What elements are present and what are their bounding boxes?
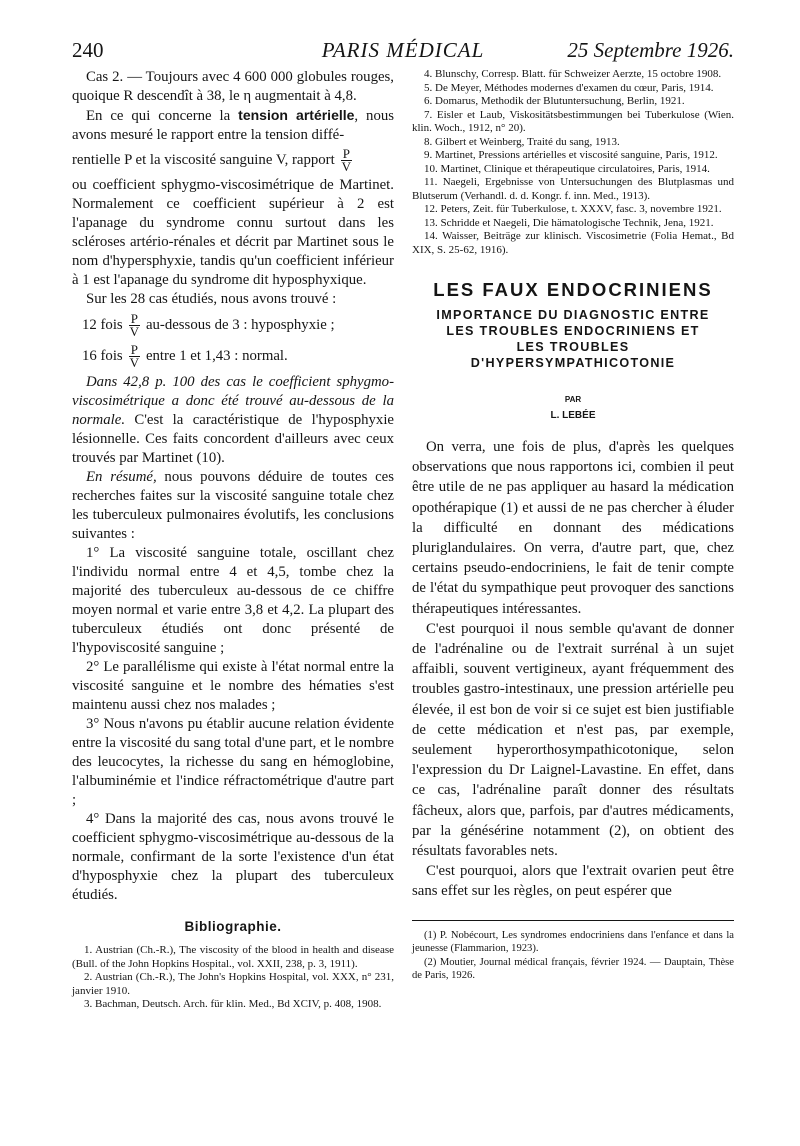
article-author: L. LEBÉE <box>550 410 596 421</box>
result-row-1: 12 fois $\frac{P}{V}$ au-dessous de 3 : hyposphyxie ; <box>82 311 335 339</box>
tension-paragraph: En ce qui concerne la tension artérielle, nous avons mesuré le rapport entre la tension diffé- <box>72 107 394 143</box>
article-paragraph: On verra, une fois de plus, d'après les quelques observations que nous rapportons ici, combien il peut être utile de ne pas appliquer au hasard la médication opothérapique (1) et aussi de ne pas chercher à éluder la difficulté en donnant des médications pluriglandulaires. On verra, d'autre part, que, chez certains pseudo-endocriniens, le fait de tenir compte de l'état du sympathique peut provoquer des sanctions thérapeutiques intéressantes. <box>412 439 734 617</box>
conclusion-3: 3° Nous n'avons pu établir aucune relation évidente entre la viscosité du sang total d'une part, et le nombre des leucocytes, la richesse du sang en hémoglobine, l'albuminémie et l'indice réfractométrique d'autre part ; <box>72 716 394 808</box>
conclusion-1: 1° La viscosité sanguine totale, oscillant chez l'individu normal entre 4 et 4,5, tombe chez la majorité des tuberculeux au-dessous de ce chiffre moyen normal et varie entre 3,8 et 4,2. La plupart des tuberculeux étudiés ont donc présenté de l'hypoviscosité sanguine ; <box>72 545 394 656</box>
cases-intro: Sur les 28 cas étudiés, nous avons trouvé : <box>86 291 337 307</box>
footnote-2: (2) Moutier, Journal médical français, février 1924. — Dauptain, Thèse de Paris, 1926. <box>412 956 734 982</box>
page-number: 240 <box>72 38 104 62</box>
bibliography-item: 9. Martinet, Pressions artérielles et viscosité sanguine, Paris, 1912. <box>424 149 718 161</box>
bibliography-item: 3. Bachman, Deutsch. Arch. für klin. Med., Bd XCIV, p. 408, 1908. <box>84 998 382 1010</box>
ratio-line: rentielle P et la viscosité sanguine V, rapport $\frac{P}{V}$ <box>72 146 352 174</box>
page-header <box>72 38 734 70</box>
bibliography-item: 2. Austrian (Ch.-R.), The John's Hopkins Hospital, vol. XXX, n° 231, janvier 1910. <box>72 971 394 997</box>
result-row-2: 16 fois $\frac{P}{V}$ entre 1 et 1,43 : normal. <box>82 342 288 370</box>
footnote-divider <box>412 920 734 921</box>
article-paragraph: C'est pourquoi il nous semble qu'avant de donner de l'adrénaline ou de l'extrait surrénal à un sujet affaibli, souvent vertigineux, ayant fréquemment des troubles gastro-intestinaux, une pression artérielle peu élevée, il est bon de voir si ce sujet est bien justifiable de cette médication et n'est pas, par exemple, seulement hyperorthosympathicotonique, selon l'expression du Dr Laignel-Lavastine. En effet, dans ce cas, l'adrénaline paraît donner des résultats fâcheux, alors que, parfois, par d'autres médicaments, par la génésérine notamment (2), on obtient des résultats favorables nets. <box>412 620 734 860</box>
ratio-fraction: $\frac{P}{V}$ <box>341 146 352 174</box>
article-title: LES FAUX ENDOCRINIENS <box>433 279 713 300</box>
bibliography-item: 4. Blunschy, Corresp. Blatt. für Schweizer Aerzte, 15 octobre 1908. <box>424 68 722 80</box>
bibliography-item: 1. Austrian (Ch.-R.), The viscosity of the blood in health and disease (Bull. of the John Hopkins Hospital., vol. XXII, 238, p. 3, 1911). <box>72 944 394 970</box>
bibliography-item: 7. Eisler et Laub, Viskositätsbestimmungen bei Tuberkulose (Wien. klin. Woch., 1912, n° 20). <box>412 108 734 134</box>
issue-date: 25 Septembre 1926. <box>567 38 734 62</box>
left-column <box>72 68 394 1012</box>
footnote-1: (1) P. Nobécourt, Les syndromes endocriniens dans l'enfance et dans la jeunesse (Flammarion, 1923). <box>412 929 734 955</box>
right-column <box>412 68 734 983</box>
summary-paragraph: En résumé, nous pouvons déduire de toutes ces recherches faites sur la viscosité sanguine totale chez les tuberculeux pulmonaires évolutifs, les conclusions suivantes : <box>72 469 394 542</box>
case-2-paragraph: Cas 2. — Toujours avec 4 600 000 globules rouges, quoique R descendît à 38, le η augmentait à 4,8. <box>72 69 394 104</box>
tension-term: tension artérielle <box>238 107 355 123</box>
bibliography-heading: Bibliographie. <box>184 919 282 934</box>
bibliography-item: 12. Peters, Zeit. für Tuberkulose, t. XXXV, fasc. 3, novembre 1921. <box>424 203 722 215</box>
article-subtitle-line: IMPORTANCE DU DIAGNOSTIC ENTRE <box>436 308 710 322</box>
bibliography-item: 8. Gilbert et Weinberg, Traité du sang, 1913. <box>424 135 620 148</box>
article-paragraph: C'est pourquoi, alors que l'extrait ovarien peut être sans effet sur les règles, on peut espérer que <box>412 863 734 900</box>
journal-title: PARIS MÉDICAL <box>321 38 485 62</box>
bibliography-item: 13. Schridde et Naegeli, Die hämatologische Technik, Jena, 1921. <box>424 216 714 229</box>
bibliography-item: 6. Domarus, Methodik der Blutuntersuchung, Berlin, 1921. <box>424 95 685 107</box>
bibliography-item: 14. Waisser, Beiträge zur klinisch. Viscosimetrie (Folia Hemat., Bd XIX, S. 25-62, 1916). <box>412 230 734 256</box>
article-subtitle-line: LES TROUBLES ENDOCRINIENS ET <box>446 324 700 338</box>
bibliography-item: 10. Martinet, Clinique et thérapeutique circulatoires, Paris, 1914. <box>424 162 710 175</box>
percentage-paragraph: Dans 42,8 p. 100 des cas le coefficient sphygmo-viscosimétrique a donc été trouvé au-dessous de la normale. C'est la caractéristique de l'hyposphyxie lésionnelle. Ces faits concordent d'ailleurs avec ceux trouvés par Martinet (10). <box>72 374 394 466</box>
bibliography-item: 5. De Meyer, Méthodes modernes d'examen du cœur, Paris, 1914. <box>424 81 714 94</box>
article-subtitle-line: LES TROUBLES <box>516 340 630 354</box>
conclusion-4: 4° Dans la majorité des cas, nous avons trouvé le coefficient sphygmo-viscosimétrique au-dessous de la normale, confirmant de la sorte l'existence d'un état d'hyposphyxie chez la plupart des tuberculeux étudiés. <box>72 811 394 903</box>
conclusion-2: 2° Le parallélisme qui existe à l'état normal entre la viscosité sanguine et le nombre des hématies s'est maintenu aussi chez nos malades ; <box>72 659 394 713</box>
article-subtitle-line: D'HYPERSYMPATHICOTONIE <box>470 356 676 370</box>
bibliography-item: 11. Naegeli, Ergebnisse von Untersuchungen des Blutplasmas und Blutserum (Verhandl. d. d. Kongr. f. inn. Med., 1913). <box>412 176 734 202</box>
byline-par: PAR <box>564 395 582 404</box>
coefficient-paragraph: ou coefficient sphygmo-viscosimétrique de Martinet. Normalement ce coefficient supérieur à 2 est l'apanage du syndrome connu surtout dans les scléroses artério-rénales et décrit par Martinet sous le nom d'hypersphyxie, tandis qu'un coefficient inférieur à 1 est l'apanage du syndrome dit hyposphyxique. <box>72 177 394 288</box>
